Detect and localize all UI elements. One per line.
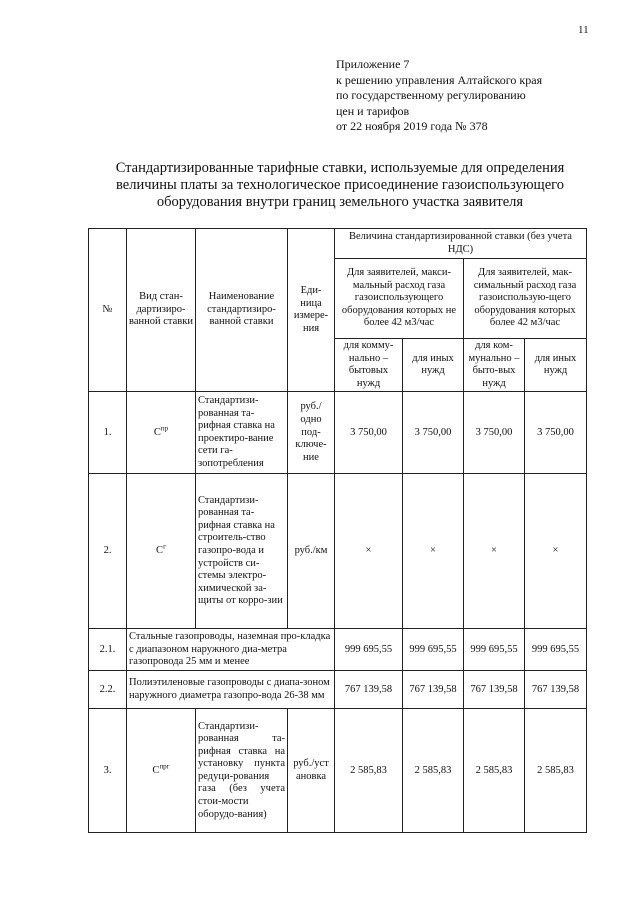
table-row [89,671,587,709]
row-value: 999 695,55 [403,629,464,671]
row-value: 3 750,00 [403,392,464,474]
code-sup: пр [160,424,169,433]
row-value: × [525,474,587,629]
header-communal: для ком-мунально – быто-вых нужд [464,339,525,392]
header-name: Наименование стандартизиро-ванной ставки [196,229,288,392]
row-value: 3 750,00 [525,392,587,474]
table-row [89,629,587,671]
row-num: 1. [89,392,127,474]
row-value: 3 750,00 [335,392,403,474]
page-number: 11 [578,24,589,36]
header-group-le42: Для заявителей, макси-мальный расход газа газоиспользующего оборудования которых не более 42 м3/час [335,259,464,339]
header-other: для иных нужд [403,339,464,392]
row-num: 2.1. [89,629,127,671]
header-type: Вид стан-дартизиро-ванной ставки [127,229,196,392]
code-letter: С [156,545,164,557]
row-name: Стандартизи-рованная та-рифная ставка на установку пункта редуци-рования газа (без учета стои-мости оборудо-вания) [196,709,288,833]
header-other: для иных нужд [525,339,587,392]
tariff-table [88,228,587,833]
row-num: 2.2. [89,671,127,709]
row-value: 2 585,83 [403,709,464,833]
header-num: № [89,229,127,392]
header-row [89,229,587,259]
annex-line: по государственному регулированию [336,88,526,102]
title-line: Стандартизированные тарифные ставки, используемые для определения [115,160,565,176]
row-num: 3. [89,709,127,833]
row-name: Стандартизи-рованная та-рифная ставка на строитель-ство газопро-вода и устройств си-стемы электро-химической за-щиты от корро-зии [196,474,288,629]
title-line: оборудования внутри границ земельного участка заявителя [156,194,524,210]
header-group-gt42: Для заявителей, мак-симальный расход газа газоиспользую-щего оборудования которых более 42 м3/час [464,259,587,339]
row-value: 767 139,58 [403,671,464,709]
annex-line: цен и тарифов [336,103,410,118]
row-value: 767 139,58 [335,671,403,709]
row-name: Стандартизи-рованная та-рифная ставка на проектиро-вание сети га-зопотребления [196,392,288,474]
header-unit: Еди-ница измере-ния [288,229,335,392]
code-sup: прг [159,762,170,771]
code-letter: С [153,426,161,438]
table-row [89,474,587,629]
code-letter: С [152,764,160,776]
row-name: Полиэтиленовые газопроводы с диапа-зоном наружного диаметра газопро-вода 26-38 мм [127,671,335,709]
header-communal: для комму-нально – бытовых нужд [335,339,403,392]
row-value: 3 750,00 [464,392,525,474]
row-name: Стальные газопроводы, наземная про-кладка с диапазоном наружного диа-метра газопровода 25 мм и менее [127,629,335,671]
annex-line: Приложение 7 [336,57,410,71]
row-code [127,474,196,629]
row-value: 999 695,55 [525,629,587,671]
row-value: 2 585,83 [335,709,403,833]
row-unit: руб./уст ановка [288,709,335,833]
table-row [89,392,587,474]
row-value: 2 585,83 [525,709,587,833]
row-value: 999 695,55 [464,629,525,671]
row-value: × [335,474,403,629]
row-value: 2 585,83 [464,709,525,833]
annex-line: от 22 ноября 2019 года № 378 [336,119,488,133]
row-code [127,392,196,474]
row-value: 767 139,58 [464,671,525,709]
row-value: 767 139,58 [525,671,587,709]
row-num: 2. [89,474,127,629]
title-line: величины платы за технологическое присоединение газоиспользующего [116,177,564,193]
document-title [100,160,580,211]
row-value: 999 695,55 [335,629,403,671]
row-value: × [464,474,525,629]
annex-block [336,57,542,135]
row-unit: руб./км [288,474,335,629]
row-unit: руб./ одно под-ключе-ние [288,392,335,474]
row-code [127,709,196,833]
code-sup: г [163,542,166,551]
table-row [89,709,587,833]
header-value-group: Величина стандартизированной ставки (без учета НДС) [335,229,587,259]
row-value: × [403,474,464,629]
annex-line: к решению управления Алтайского края [336,72,543,87]
